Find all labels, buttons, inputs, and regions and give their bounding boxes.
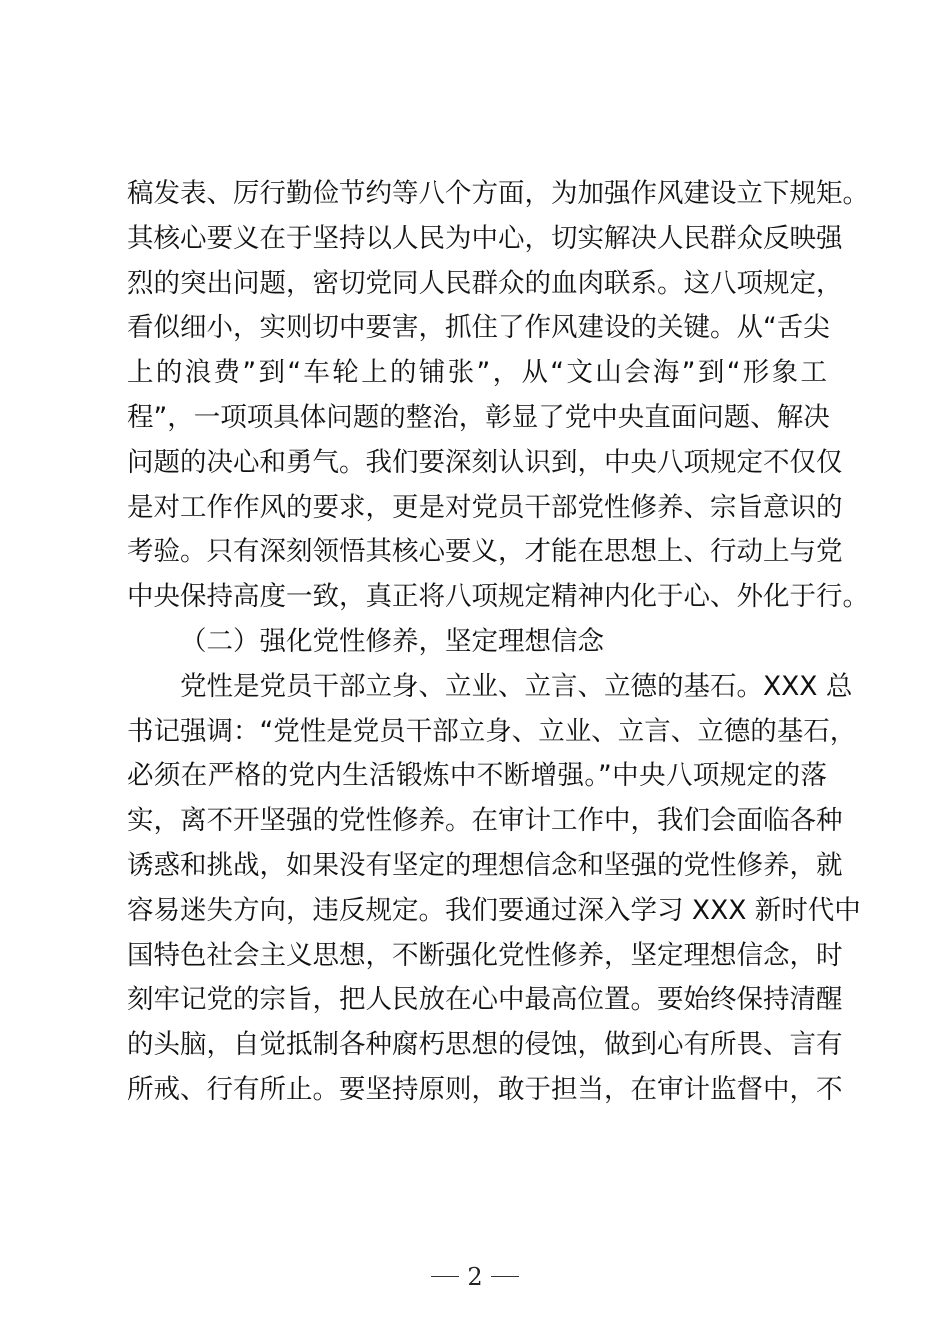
text-line: 稿发表、厉行勤俭节约等八个方面，为加强作风建设立下规矩。: [127, 178, 869, 209]
body-text: [127, 172, 869, 1113]
section-heading: （二）强化党性修养，坚定理想信念: [180, 625, 604, 657]
text-line: 烈的突出问题，密切党同人民群众的血肉联系。这八项规定，: [127, 267, 843, 299]
page-footer: [0, 1262, 950, 1292]
footer-dash-right: [491, 1276, 519, 1277]
text-line: 所戒、行有所止。要坚持原则，敢于担当，在审计监督中，不: [127, 1073, 843, 1105]
text-line: 诱惑和挑战，如果没有坚定的理想信念和坚强的党性修养，就: [127, 849, 843, 881]
footer-dash-left: [431, 1276, 459, 1277]
text-line: 书记强调：“党性是党员干部立身、立业、立言、立德的基石，: [127, 715, 857, 747]
text-line: 国特色社会主义思想，不断强化党性修养，坚定理想信念，时: [127, 939, 843, 971]
text-line: 程”，一项项具体问题的整治，彰显了党中央直面问题、解决: [127, 401, 830, 433]
text-line: 上的浪费”到“车轮上的铺张”，从“文山会海”到“形象工: [127, 357, 827, 389]
text-line: 问题的决心和勇气。我们要深刻认识到，中央八项规定不仅仅: [127, 446, 843, 478]
text-line: 刻牢记党的宗旨，把人民放在心中最高位置。要始终保持清醒: [127, 984, 843, 1016]
text-line: 是对工作作风的要求，更是对党员干部党性修养、宗旨意识的: [127, 491, 843, 523]
text-line: 的头脑，自觉抵制各种腐朽思想的侵蚀，做到心有所畏、言有: [127, 1029, 843, 1061]
text-line: 中央保持高度一致，真正将八项规定精神内化于心、外化于行。: [127, 581, 869, 613]
text-line: 必须在严格的党内生活锻炼中不断增强。”中央八项规定的落: [127, 760, 827, 792]
text-line: 其核心要义在于坚持以人民为中心，切实解决人民群众反映强: [127, 222, 843, 254]
text-line: 容易迷失方向，违反规定。我们要通过深入学习 XXX 新时代中: [127, 894, 861, 926]
text-line: 考验。只有深刻领悟其核心要义，才能在思想上、行动上与党: [127, 536, 843, 568]
text-line: 看似细小，实则切中要害，抓住了作风建设的关键。从“舌尖: [127, 312, 830, 344]
text-line: 实，离不开坚强的党性修养。在审计工作中，我们会面临各种: [127, 805, 843, 837]
text-line: 党性是党员干部立身、立业、立言、立德的基石。XXX 总: [180, 670, 853, 702]
page-number: 2: [467, 1263, 483, 1291]
